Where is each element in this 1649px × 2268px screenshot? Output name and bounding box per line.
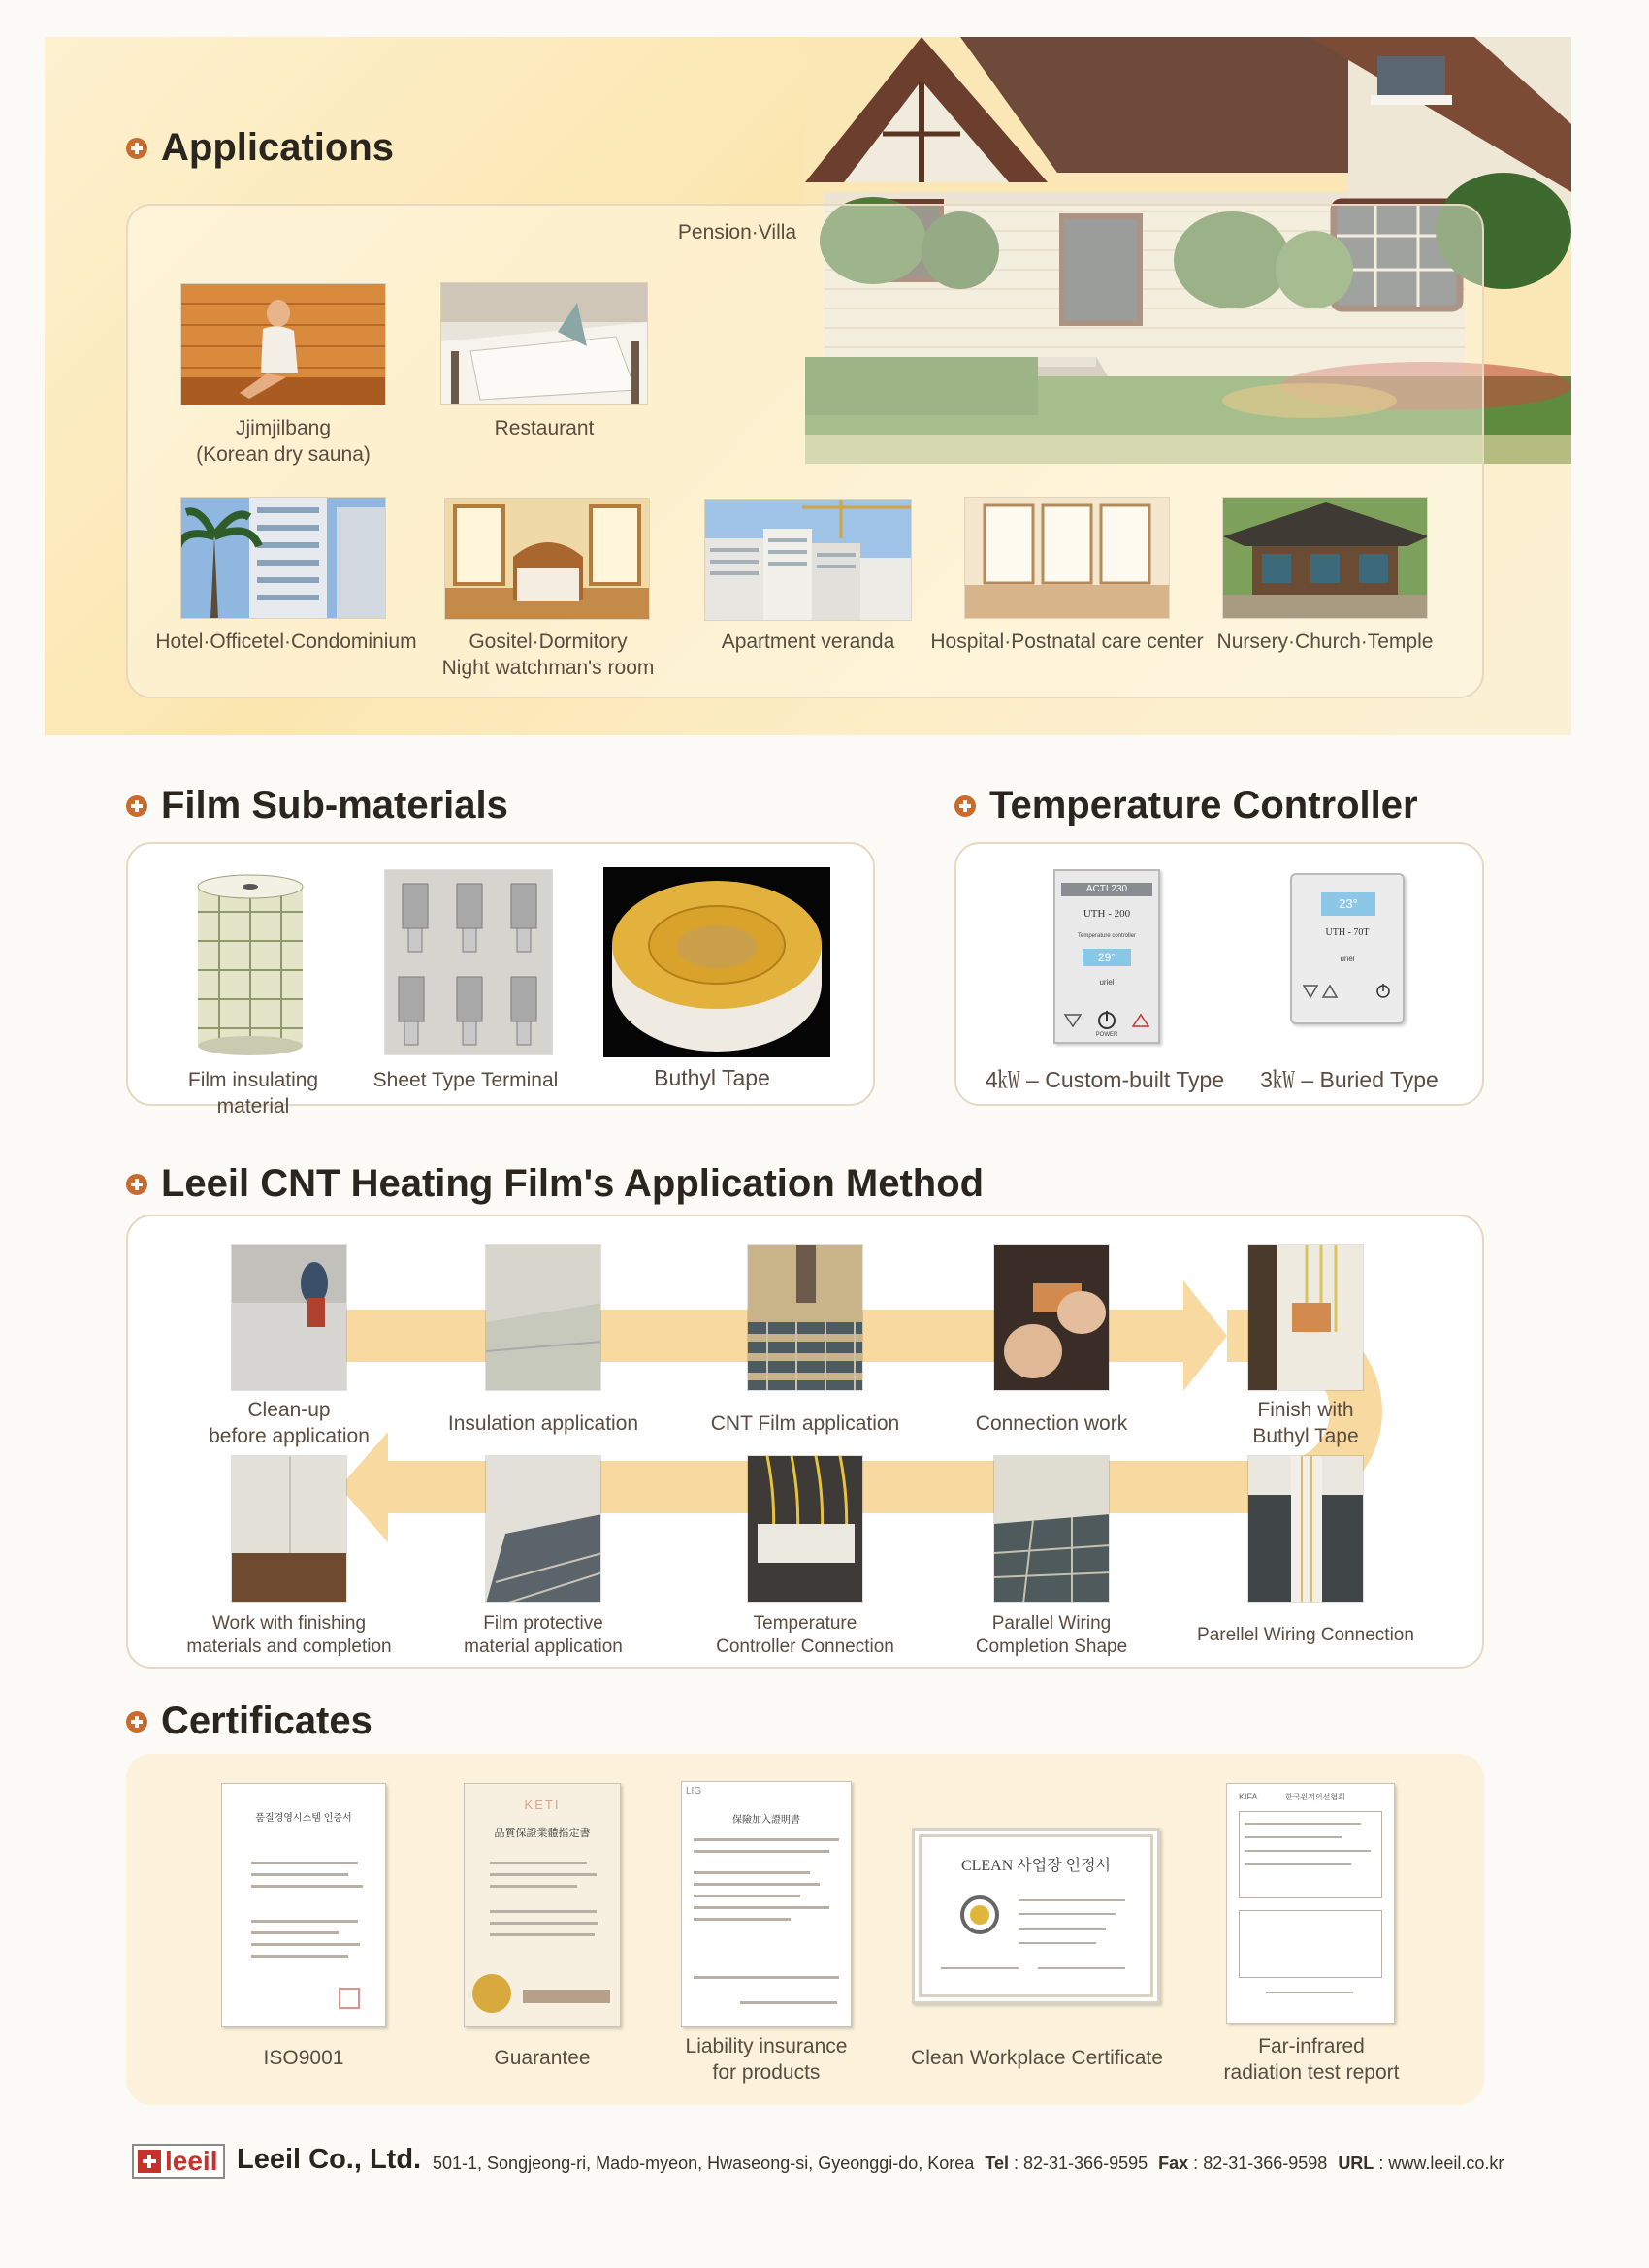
step-buthyl-finish-caption: Finish with Buthyl Tape <box>1252 1399 1359 1447</box>
leeil-logo[interactable] <box>132 2144 225 2179</box>
footer-contact-line: 501-1, Songjeong-ri, Mado-myeon, Hwaseong-si, Gyeonggi-do, Korea Tel : 82-31-366-9595 Fax : 82-31-366-9598 URL : www.leeil.co.kr <box>433 2154 1504 2173</box>
jjimjilbang-photo <box>180 283 386 405</box>
method-heading <box>126 1162 984 1206</box>
caption-jjimjilbang: Jjimjilbang (Korean dry sauna) <box>196 417 371 466</box>
film-sub-title: Film Sub-materials <box>161 784 508 826</box>
film-insulating-roll-image <box>190 873 310 1057</box>
plus-bullet-icon <box>126 1174 147 1195</box>
company-tel[interactable]: 82-31-366-9595 <box>1023 2154 1148 2173</box>
step-cleanup-photo <box>231 1244 347 1391</box>
step-insulation-photo <box>485 1244 601 1391</box>
company-fax: 82-31-366-9598 <box>1203 2154 1328 2173</box>
company-url-link[interactable]: www.leeil.co.kr <box>1388 2154 1504 2173</box>
step-parallel-shape-caption: Parallel Wiring Completion Shape <box>975 1613 1128 1657</box>
caption-iso9001: ISO9001 <box>263 2047 344 2069</box>
certificates-heading <box>126 1700 372 1743</box>
step-insulation-caption: Insulation application <box>447 1412 639 1435</box>
caption-custom-built: 4㎾ – Custom-built Type <box>985 1067 1225 1092</box>
buried-controller-device: 23° UTH - 70T uriel <box>1290 873 1405 1024</box>
buthyl-tape-image <box>603 867 830 1057</box>
step-temp-connection-photo <box>747 1455 863 1603</box>
caption-pension-villa: Pension·Villa <box>677 221 797 243</box>
caption-buried: 3㎾ – Buried Type <box>1260 1067 1439 1092</box>
controller-buttons-icon <box>1302 980 1395 1001</box>
caption-temple: Nursery·Church·Temple <box>1216 631 1434 653</box>
caption-film-insulating: Film insulating material <box>187 1069 319 1118</box>
sheet-type-terminal-image <box>384 869 553 1055</box>
temple-photo <box>1222 497 1428 619</box>
clean-workplace-certificate-image: CLEAN 사업장 인정서 <box>912 1828 1160 2004</box>
caption-buthyl-tape: Buthyl Tape <box>654 1065 770 1090</box>
step-parallel-connection-caption: Parellel Wiring Connection <box>1197 1625 1414 1645</box>
caption-clean-workplace: Clean Workplace Certificate <box>911 2047 1163 2069</box>
far-infrared-report-image: KIFA 한국원적외선협회 <box>1226 1783 1395 2024</box>
step-finishing-caption: Work with finishing materials and completion <box>186 1613 392 1657</box>
step-cleanup-caption: Clean-up before application <box>209 1399 370 1447</box>
plus-bullet-icon <box>126 138 147 159</box>
method-title: Leeil CNT Heating Film's Application Method <box>161 1162 985 1205</box>
step-cnt-film-photo <box>747 1244 863 1391</box>
custom-built-controller-device: ACTI 230 UTH - 200 Temperature controller 29° uriel POWER <box>1053 869 1160 1044</box>
guarantee-certificate-image: KETI 品質保證業體指定書 <box>464 1783 621 2027</box>
hotel-photo <box>180 497 386 619</box>
caption-far-infrared: Far-infrared radiation test report <box>1223 2035 1400 2084</box>
film-sub-heading <box>126 784 508 827</box>
cross-logo-icon <box>138 2150 161 2173</box>
step-parallel-connection-photo <box>1247 1455 1364 1603</box>
applications-heading <box>126 126 394 170</box>
liability-insurance-certificate-image: LIG 保險加入證明書 <box>681 1781 852 2027</box>
step-buthyl-finish-photo <box>1247 1244 1364 1391</box>
step-connection-caption: Connection work <box>975 1412 1128 1435</box>
caption-liability: Liability insurance for products <box>685 2035 848 2084</box>
gositel-photo <box>444 498 650 620</box>
plus-bullet-icon <box>126 1711 147 1733</box>
temp-controller-heading <box>954 784 1418 827</box>
caption-gositel: Gositel·Dormitory Night watchman's room <box>441 631 655 679</box>
caption-hospital: Hospital·Postnatal care center <box>930 631 1204 653</box>
step-cnt-film-caption: CNT Film application <box>710 1412 900 1435</box>
plus-bullet-icon <box>954 795 976 817</box>
apartment-photo <box>704 499 912 621</box>
step-connection-photo <box>993 1244 1110 1391</box>
controller-buttons-icon <box>1063 1009 1150 1032</box>
hospital-photo <box>964 497 1170 619</box>
caption-sheet-terminal: Sheet Type Terminal <box>372 1069 559 1091</box>
applications-title: Applications <box>161 126 395 169</box>
company-name: Leeil Co., Ltd. <box>237 2144 422 2175</box>
caption-restaurant: Restaurant <box>494 417 595 439</box>
certificates-title: Certificates <box>161 1700 372 1742</box>
logo-text: leeil <box>165 2146 218 2176</box>
caption-hotel: Hotel·Officetel·Condominium <box>155 631 417 653</box>
step-temp-connection-caption: Temperature Controller Connection <box>716 1613 894 1657</box>
temp-controller-title: Temperature Controller <box>989 784 1418 826</box>
step-finishing-photo <box>231 1455 347 1603</box>
caption-apartment: Apartment veranda <box>721 631 895 653</box>
iso9001-certificate-image: 품질경영시스템 인증서 <box>221 1783 386 2027</box>
step-parallel-shape-photo <box>993 1455 1110 1603</box>
company-address: 501-1, Songjeong-ri, Mado-myeon, Hwaseong-si, Gyeonggi-do, Korea <box>433 2154 975 2173</box>
restaurant-photo <box>440 282 648 405</box>
plus-bullet-icon <box>126 795 147 817</box>
step-film-protective-caption: Film protective material application <box>464 1613 623 1657</box>
step-film-protective-photo <box>485 1455 601 1603</box>
caption-guarantee: Guarantee <box>494 2047 591 2069</box>
